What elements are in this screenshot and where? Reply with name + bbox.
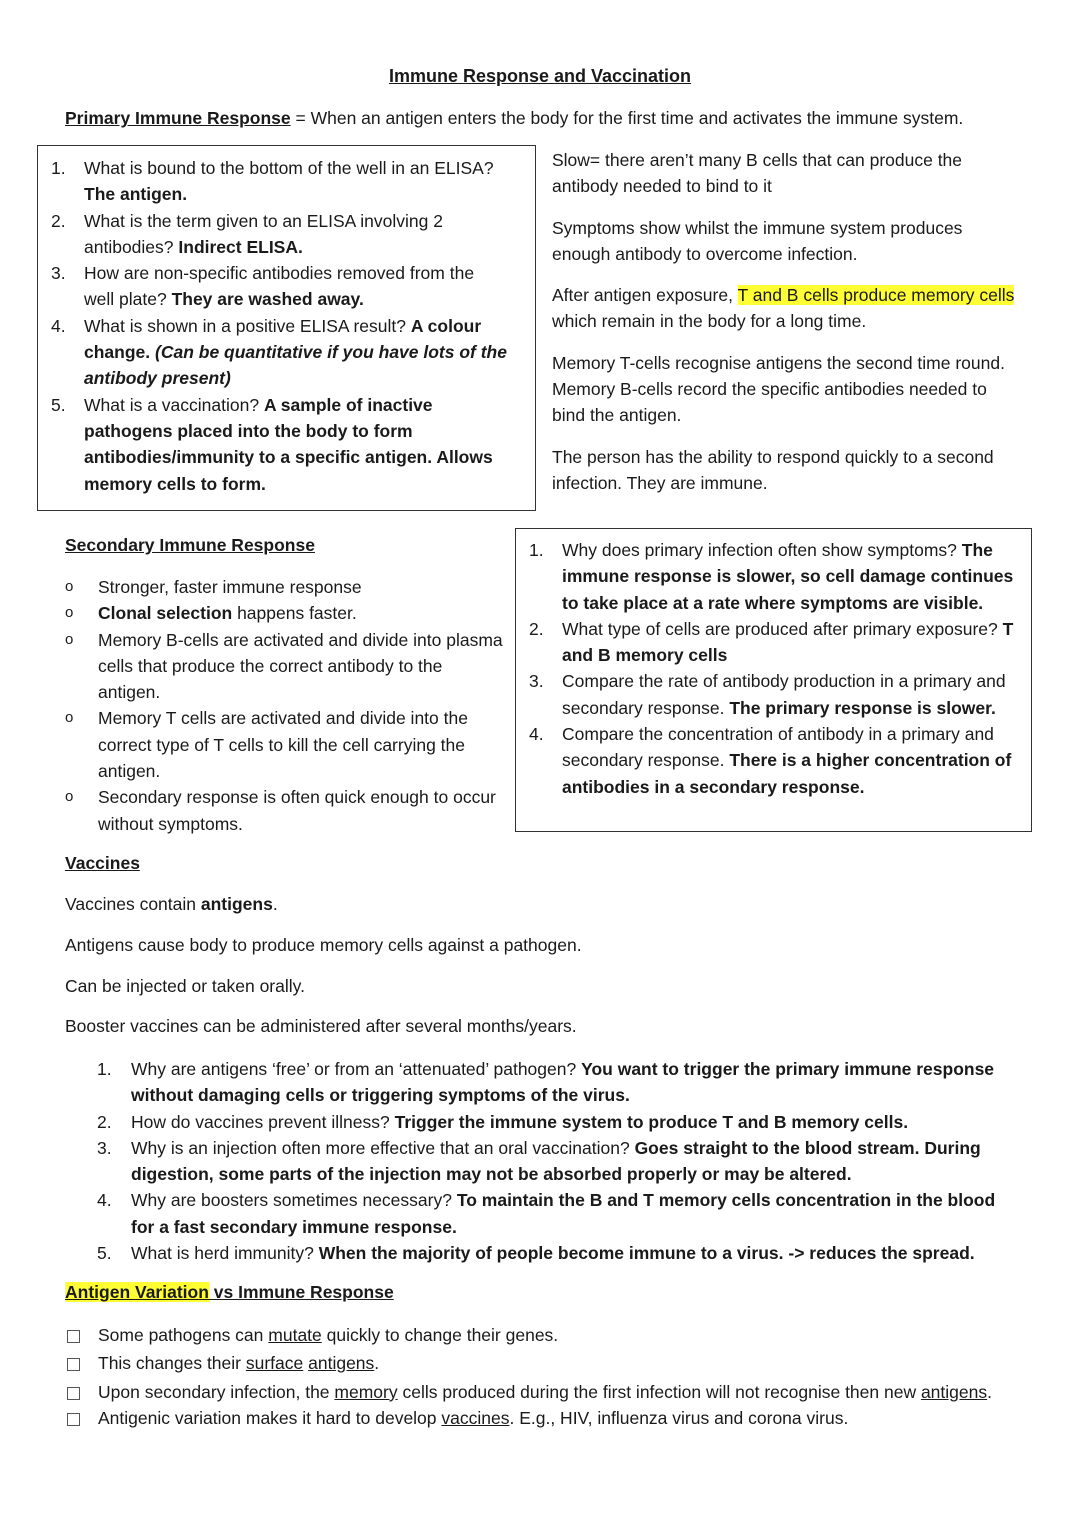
primary-definition (65, 108, 963, 129)
vaccines-line-4: Booster vaccines can be administered after several months/years. (65, 1016, 577, 1036)
question-item (516, 616, 1016, 669)
list-item (65, 1350, 995, 1376)
primary-heading: Primary Immune Response (65, 108, 291, 128)
text: cells produced during the first infection will not recognise then new (397, 1381, 921, 1402)
question-number: 1. (97, 1059, 112, 1079)
primary-note-memory (552, 282, 1022, 335)
question-number: 1. (51, 158, 66, 178)
question-item (38, 392, 508, 497)
bullet-icon: o (65, 630, 74, 648)
item-text: happens faster. (232, 603, 357, 624)
question-text: Why are antigens ‘free’ or from an ‘attenuated’ pathogen? (131, 1059, 582, 1079)
question-number: 5. (51, 394, 66, 415)
answer-text: When the majority of people become immune to a virus. -> reduces the spread. (318, 1243, 975, 1264)
text: This changes their (98, 1353, 246, 1374)
question-item (65, 1135, 1020, 1188)
question-text: Compare the concentration of antibody in a primary and secondary response. (562, 724, 994, 771)
note-text: which remain in the body for a long time. (552, 311, 867, 332)
secondary-list (65, 574, 505, 837)
list-item (65, 705, 505, 784)
question-item (65, 1109, 1020, 1135)
variation-heading (65, 1282, 394, 1303)
primary-note-slow: Slow= there aren’t many B cells that can produce the antibody needed to bind to it (552, 150, 963, 197)
text: . (987, 1381, 992, 1402)
question-text: How are non-specific antibodies removed from the well plate? (84, 263, 475, 310)
primary-definition-text: = When an antigen enters the body for the first time and activates the immune system. (290, 108, 964, 128)
text-underlined: antigens (920, 1381, 988, 1402)
checkbox-icon (67, 1358, 80, 1371)
question-number: 4. (97, 1190, 112, 1211)
answer-note: (Can be quantitative if you have lots of the antibody present) (84, 342, 507, 389)
answer-text: Indirect ELISA. (178, 236, 303, 257)
list-item (65, 574, 505, 600)
question-text: What is shown in a positive ELISA result? (84, 315, 411, 336)
answer-text: T and B memory cells (562, 618, 1014, 666)
elisa-question-box (37, 145, 536, 511)
vaccines-line-2: Antigens cause body to produce memory cells against a pathogen. (65, 935, 582, 955)
vaccines-line-3: Can be injected or taken orally. (65, 976, 305, 996)
primary-notes (552, 147, 1022, 511)
bullet-icon: o (65, 788, 74, 806)
vaccines-line-1 (65, 894, 278, 915)
question-item (65, 1187, 1020, 1240)
answer-text: They are washed away. (171, 289, 364, 310)
vaccines-heading: Vaccines (65, 853, 140, 873)
text-underlined: surface (245, 1353, 304, 1374)
primary-note-immune: The person has the ability to respond quickly to a second infection. They are immune. (552, 446, 994, 493)
answer-text: Trigger the immune system to produce T and B memory cells. (394, 1111, 909, 1132)
item-text: Memory B-cells are activated and divide into plasma cells that produce the correct antibody to the antigen. (98, 629, 503, 703)
question-item (38, 313, 508, 392)
question-number: 3. (51, 263, 66, 284)
secondary-heading: Secondary Immune Response (65, 535, 315, 555)
question-text: Compare the rate of antibody production in a primary and secondary response. (562, 671, 1006, 718)
question-number: 4. (529, 724, 544, 745)
question-number: 2. (97, 1111, 112, 1132)
text-bold: antigens (200, 894, 273, 914)
text: Vaccines contain (65, 894, 201, 914)
question-number: 1. (529, 540, 544, 560)
checkbox-icon (67, 1387, 80, 1400)
list-item (65, 627, 505, 706)
checkbox-icon (67, 1330, 80, 1343)
text-underlined: vaccines (441, 1407, 510, 1428)
variation-list (65, 1322, 995, 1431)
answer-text: You want to trigger the primary immune response without damaging cells or triggering symptoms of the virus. (131, 1059, 995, 1106)
text: . (374, 1353, 380, 1374)
question-text: How do vaccines prevent illness? (131, 1111, 395, 1132)
question-item (516, 721, 1016, 800)
answer-text: To maintain the B and T memory cells concentration in the blood for a fast secondary immune response. (131, 1190, 996, 1237)
question-item (65, 1240, 1020, 1266)
list-item (65, 600, 505, 626)
question-item (65, 1056, 1020, 1109)
question-text: Why does primary infection often show symptoms? (562, 540, 962, 560)
question-text: Why are boosters sometimes necessary? (131, 1190, 457, 1211)
text: Upon secondary infection, the (98, 1381, 335, 1402)
question-number: 3. (529, 671, 544, 692)
answer-text: A colour change. (84, 315, 482, 363)
answer-text: The immune response is slower, so cell damage continues to take place at a rate where symptoms are visible. (562, 540, 1014, 613)
text: . (272, 894, 278, 914)
answer-text: Goes straight to the blood stream. During digestion, some parts of the injection may not be absorbed properly or may be altered. (131, 1137, 981, 1185)
question-item (38, 155, 508, 208)
item-text: Memory T cells are activated and divide into the correct type of T cells to kill the cell carrying the antigen. (98, 708, 468, 782)
question-item (38, 260, 508, 313)
question-text: What is the term given to an ELISA involving 2 antibodies? (84, 210, 443, 257)
answer-text: The primary response is slower. (729, 697, 996, 718)
highlight-text: T and B cells produce memory cells (737, 285, 1015, 306)
page-title: Immune Response and Vaccination (388, 66, 692, 86)
text: quickly to change their genes. (321, 1325, 559, 1345)
list-item (65, 1379, 995, 1405)
secondary-question-box (515, 528, 1032, 832)
question-number: 2. (529, 618, 544, 639)
question-text: What is bound to the bottom of the well in an ELISA? (84, 158, 494, 178)
question-number: 5. (97, 1243, 112, 1264)
text: Some pathogens can (98, 1325, 269, 1345)
bullet-icon: o (65, 709, 74, 727)
vaccine-questions (65, 1056, 1020, 1266)
text: Antigenic variation makes it hard to develop (98, 1407, 442, 1428)
item-bold: Clonal selection (98, 603, 233, 624)
primary-note-symptoms: Symptoms show whilst the immune system produces enough antibody to overcome infection. (552, 217, 963, 264)
question-number: 4. (51, 315, 66, 336)
bullet-icon: o (65, 604, 74, 622)
question-text: What is herd immunity? (131, 1243, 319, 1264)
question-item (38, 208, 508, 261)
text: . E.g., HIV, influenza virus and corona virus. (509, 1407, 849, 1428)
primary-note-recognise: Memory T-cells recognise antigens the second time round. Memory B-cells record the specific antibodies needed to bind the antigen. (552, 352, 1005, 426)
question-number: 2. (51, 210, 66, 231)
question-number: 3. (97, 1137, 112, 1158)
bullet-icon: o (65, 578, 74, 595)
item-text: Secondary response is often quick enough to occur without symptoms. (98, 787, 496, 834)
text-underlined: memory (334, 1381, 398, 1402)
question-item (516, 668, 1016, 721)
list-item (65, 1405, 995, 1431)
variation-heading-highlight: Antigen Variation (65, 1282, 209, 1302)
variation-heading-rest: vs Immune Response (208, 1282, 394, 1302)
question-text: Why is an injection often more effective that an oral vaccination? (131, 1137, 635, 1158)
answer-text: The antigen. (84, 184, 188, 205)
text-underlined: antigens (308, 1353, 375, 1374)
list-item (65, 1322, 995, 1348)
question-text: What type of cells are produced after primary exposure? (562, 618, 1003, 639)
question-text: What is a vaccination? (84, 394, 264, 415)
answer-text: A sample of inactive pathogens placed into the body to form antibodies/immunity to a specific antigen. Allows memory cells to form. (84, 394, 493, 494)
note-text: After antigen exposure, (552, 285, 738, 306)
text-underlined: mutate (268, 1325, 322, 1345)
answer-text: There is a higher concentration of antibodies in a secondary response. (562, 750, 1012, 797)
question-item (516, 537, 1016, 616)
list-item (65, 784, 505, 837)
checkbox-icon (67, 1413, 80, 1426)
item-text: Stronger, faster immune response (98, 577, 362, 597)
